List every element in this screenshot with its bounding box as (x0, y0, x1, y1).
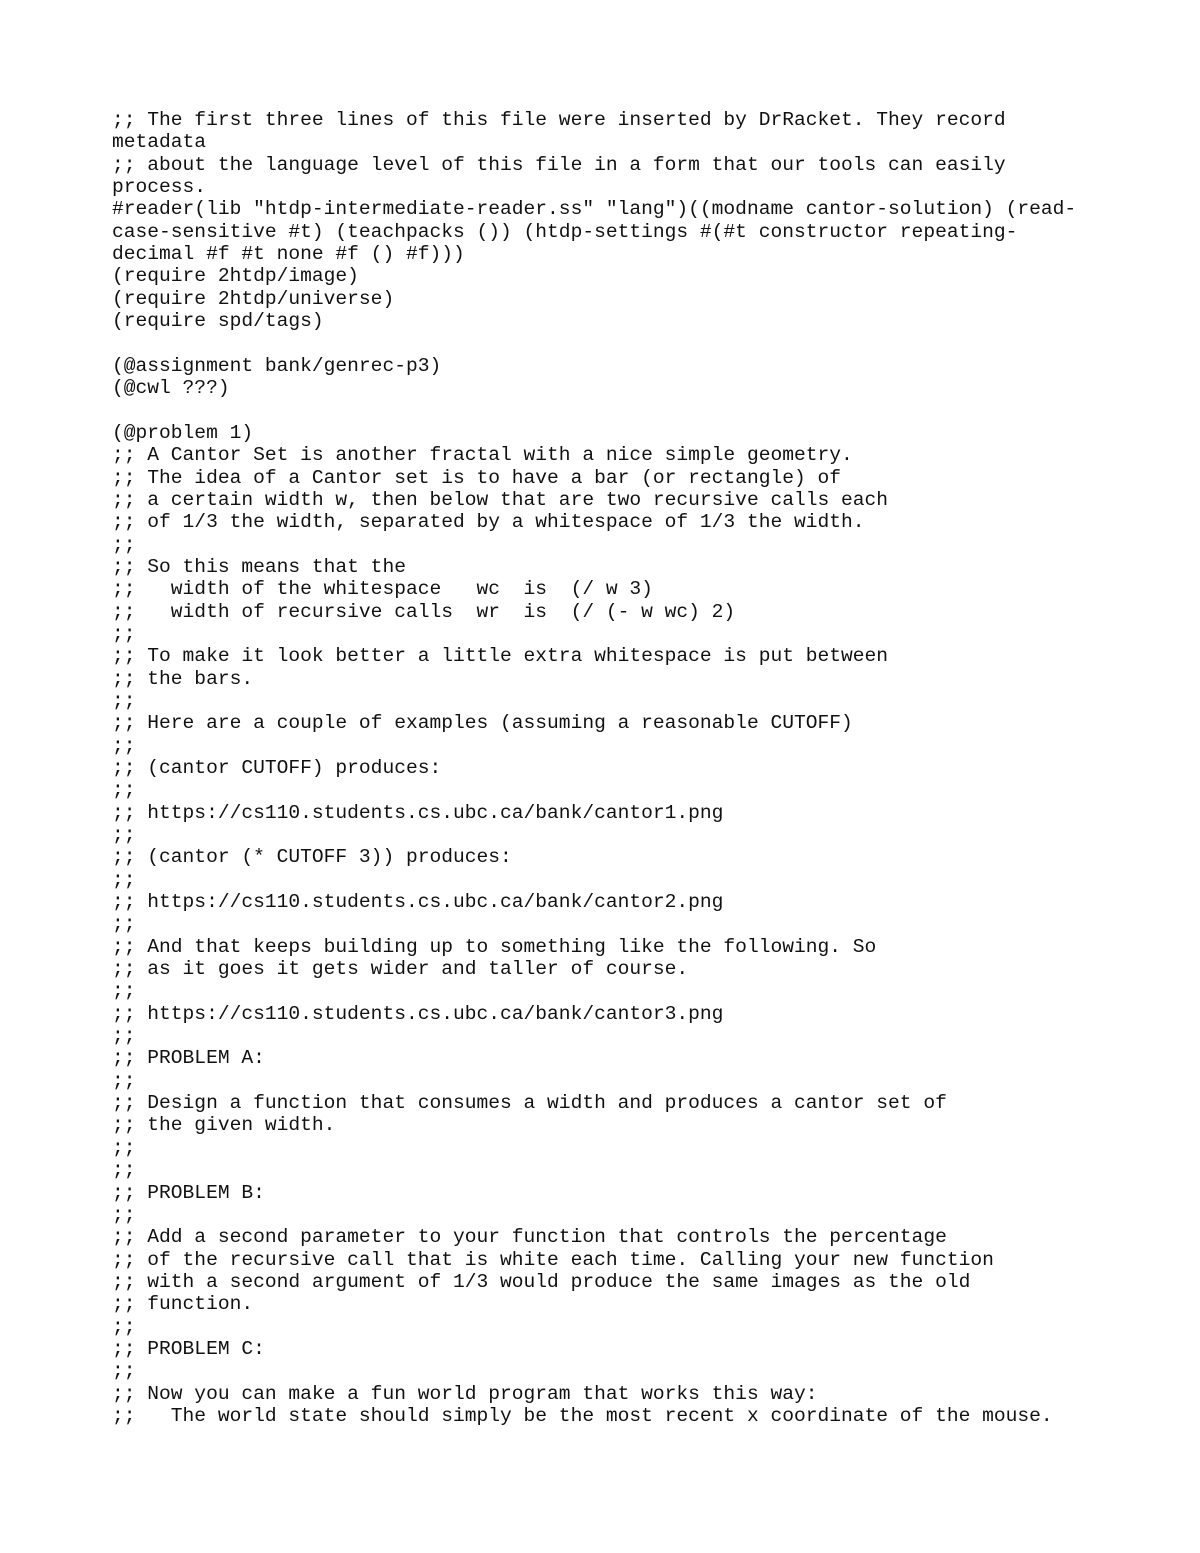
code-line: ;; The idea of a Cantor set is to have a bar (or rectangle) of (112, 466, 842, 489)
code-line: ;; (cantor (* CUTOFF 3)) produces: (112, 846, 512, 869)
blank-line (112, 332, 1102, 354)
code-line: ;; Now you can make a fun world program that works this way: (112, 1382, 818, 1405)
code-line: ;; (112, 689, 136, 712)
code-line: ;; (112, 779, 136, 802)
code-line: ;; function. (112, 1293, 254, 1316)
code-line: ;; of 1/3 the width, separated by a whitespace of 1/3 the width. (112, 511, 865, 534)
code-line: ;; (112, 622, 136, 645)
code-line: ;; Here are a couple of examples (assuming a reasonable CUTOFF) (112, 712, 853, 735)
source-code-text (112, 109, 1102, 1427)
code-line: ;; the given width. (112, 1114, 336, 1137)
code-line: ;; of the recursive call that is white each time. Calling your new function (112, 1248, 994, 1271)
code-line: ;; https://cs110.students.cs.ubc.ca/bank/cantor2.png (112, 891, 724, 914)
code-line: ;; PROBLEM A: (112, 1047, 265, 1070)
code-line: ;; (112, 824, 136, 846)
code-line: ;; Design a function that consumes a width and produces a cantor set of (112, 1092, 947, 1115)
code-line: ;; And that keeps building up to something like the following. So (112, 935, 877, 958)
code-line: (@cwl ???) (112, 377, 230, 400)
code-line: (@problem 1) (112, 421, 254, 444)
code-line: ;; (112, 913, 136, 936)
code-line: metadata (112, 131, 207, 154)
code-line: ;; a certain width w, then below that are two recursive calls each (112, 488, 889, 511)
code-line: ;; with a second argument of 1/3 would produce the same images as the old (112, 1270, 971, 1293)
code-line: ;; (112, 533, 136, 556)
code-line: ;; about the language level of this file in a form that our tools can easily (112, 153, 1006, 176)
code-line: case-sensitive #t) (teachpacks ()) (htdp-settings #(#t constructor repeating- (112, 220, 1018, 243)
code-line: ;; width of recursive calls wr is (/ (- w wc) 2) (112, 600, 736, 623)
code-line: ;; Add a second parameter to your function that controls the percentage (112, 1226, 947, 1249)
code-line: ;; (112, 1159, 136, 1182)
code-line: ;; PROBLEM C: (112, 1337, 265, 1360)
code-line: (require 2htdp/image) (112, 265, 359, 288)
code-line: #reader(lib "htdp-intermediate-reader.ss" "lang")((modname cantor-solution) (read- (112, 198, 1077, 221)
code-line: ;; (112, 734, 136, 757)
code-line: ;; https://cs110.students.cs.ubc.ca/bank/cantor1.png (112, 801, 724, 824)
code-line: ;; (112, 1203, 136, 1226)
code-line: ;; as it goes it gets wider and taller of course. (112, 958, 689, 981)
code-line: ;; PROBLEM B: (112, 1181, 265, 1204)
code-line: ;; (cantor CUTOFF) produces: (112, 756, 442, 779)
code-line: ;; (112, 1025, 136, 1048)
code-line: decimal #f #t none #f () #f))) (112, 243, 465, 266)
code-line: ;; (112, 868, 136, 891)
code-line: ;; (112, 1069, 136, 1092)
code-line: ;; To make it look better a little extra whitespace is put between (112, 645, 889, 668)
code-line: ;; https://cs110.students.cs.ubc.ca/bank/cantor3.png (112, 1002, 724, 1025)
code-line: (@assignment bank/genrec-p3) (112, 354, 442, 377)
code-line: ;; The first three lines of this file were inserted by DrRacket. They record (112, 109, 1006, 131)
code-line: ;; So this means that the (112, 555, 406, 578)
code-line: ;; A Cantor Set is another fractal with a nice simple geometry. (112, 444, 853, 467)
code-line: ;; (112, 1136, 136, 1159)
code-line: ;; (112, 1315, 136, 1338)
blank-line (112, 399, 1102, 421)
code-line: ;; width of the whitespace wc is (/ w 3) (112, 578, 653, 601)
code-line: process. (112, 176, 207, 199)
code-line: ;; (112, 980, 136, 1003)
code-line: ;; The world state should simply be the most recent x coordinate of the mouse. (112, 1404, 1053, 1427)
code-line: ;; the bars. (112, 667, 254, 690)
code-line: ;; (112, 1360, 136, 1383)
code-line: (require spd/tags) (112, 310, 324, 333)
code-line: (require 2htdp/universe) (112, 287, 395, 310)
